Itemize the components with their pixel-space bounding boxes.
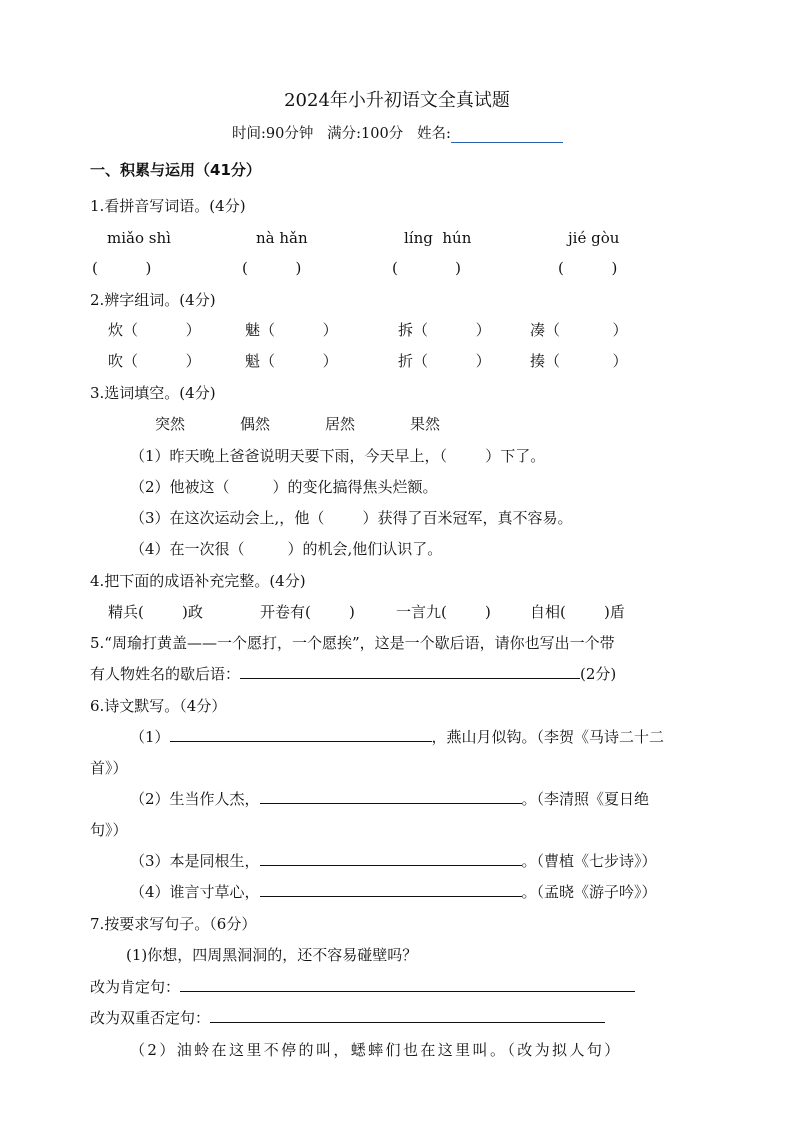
double-negative-line [90, 1008, 605, 1028]
exam-info [232, 122, 563, 143]
char-item[interactable]: 魅（ ） [245, 321, 338, 339]
question-4-label: 4.把下面的成语补充完整。(4分) [90, 572, 306, 590]
fill-item-2: （2）他被这（ ）的变化搞得焦头烂额。 [130, 478, 438, 496]
q5-prefix: 有人物姓名的歇后语： [90, 665, 241, 683]
q5-score: (2分) [580, 665, 617, 683]
question-6-label: 6.诗文默写。（4分） [90, 697, 227, 715]
poem-3-blank[interactable] [260, 851, 522, 866]
answer-bracket-1[interactable]: ( ) [92, 259, 152, 277]
q5-blank[interactable] [240, 664, 580, 679]
question-1-label: 1.看拼音写词语。(4分) [90, 197, 246, 215]
question-2-label: 2.辨字组词。(4分) [90, 291, 216, 309]
poem-item-3 [130, 851, 657, 871]
char-item[interactable]: 拆（ ） [398, 321, 491, 339]
fill-item-1: （1）昨天晚上爸爸说明天要下雨，今天早上，（ ）下了。 [130, 447, 546, 465]
char-item[interactable]: 揍（ ） [530, 352, 628, 370]
poem-4-suffix: 。（孟晓《游子吟》） [521, 883, 657, 901]
poem-3-suffix: 。（曹植《七步诗》） [521, 852, 657, 870]
question-7-label: 7.按要求写句子。（6分） [90, 915, 257, 933]
double-negative-label: 改为双重否定句： [90, 1009, 211, 1027]
sentence-1: (1)你想，四周黑洞洞的，还不容易碰壁吗？ [126, 946, 418, 964]
idiom-item[interactable]: 开卷有( ) [260, 603, 355, 621]
pinyin-4: jié gòu [568, 229, 620, 247]
word-choice: 居然 [325, 415, 356, 433]
idiom-item[interactable]: 精兵( )政 [108, 603, 203, 621]
poem-4-prefix: （4）谁言寸草心， [130, 883, 260, 901]
poem-item-4 [130, 882, 657, 902]
question-3-label: 3.选词填空。(4分) [90, 384, 216, 402]
fill-item-4: （4）在一次很（ ）的机会,他们认识了。 [130, 540, 443, 558]
affirmative-label: 改为肯定句： [90, 978, 181, 996]
poem-1-prefix: （1） [130, 728, 170, 746]
pinyin-3: líng hún [404, 229, 472, 247]
poem-2-blank[interactable] [260, 789, 522, 804]
name-label: 姓名: [417, 126, 451, 142]
idiom-item[interactable]: 自相( )盾 [530, 603, 625, 621]
char-item[interactable]: 吹（ ） [108, 352, 201, 370]
word-choice: 果然 [410, 415, 441, 433]
fill-item-3: （3）在这次运动会上,，他（ ）获得了百米冠军，真不容易。 [130, 509, 573, 527]
poem-1-blank[interactable] [170, 727, 432, 742]
char-item[interactable]: 凑（ ） [530, 321, 628, 339]
name-field[interactable] [451, 127, 563, 143]
poem-3-prefix: （3）本是同根生， [130, 852, 260, 870]
question-5-answer-line [90, 664, 616, 684]
answer-bracket-4[interactable]: ( ) [558, 259, 618, 277]
idiom-item[interactable]: 一言九( ) [396, 603, 491, 621]
poem-item-1 [130, 727, 664, 747]
affirmative-line [90, 977, 635, 997]
char-item[interactable]: 折（ ） [398, 352, 491, 370]
poem-4-blank[interactable] [260, 882, 522, 897]
poem-1-suffix: ，燕山月似钩。（李贺《马诗二十二 [431, 728, 665, 746]
char-item[interactable]: 魁（ ） [245, 352, 338, 370]
char-item[interactable]: 炊（ ） [108, 321, 201, 339]
answer-bracket-3[interactable]: ( ) [392, 259, 461, 277]
exam-score: 满分:100分 [327, 126, 404, 142]
poem-2-suffix: 。（李清照《夏日绝 [521, 790, 650, 808]
question-5-text: 5.“周瑜打黄盖——一个愿打，一个愿挨”，这是一个歇后语，请你也写出一个带 [90, 634, 615, 652]
page-title: 2024年小升初语文全真试题 [284, 90, 510, 111]
pinyin-1: miǎo shì [107, 229, 171, 247]
word-choice: 偶然 [240, 415, 271, 433]
answer-bracket-2[interactable]: ( ) [242, 259, 302, 277]
poem-2-continuation: 句》） [90, 821, 128, 839]
poem-item-2 [130, 789, 649, 809]
double-negative-blank[interactable] [210, 1008, 605, 1023]
poem-1-continuation: 首》） [90, 759, 128, 777]
section-heading: 一、积累与运用（41分） [90, 161, 261, 179]
word-choice: 突然 [155, 415, 186, 433]
pinyin-2: nà hǎn [256, 229, 308, 247]
exam-time: 时间:90分钟 [232, 126, 314, 142]
poem-2-prefix: （2）生当作人杰， [130, 790, 260, 808]
sentence-2: （2）油蛉在这里不停的叫，蟋蟀们也在这里叫。（改为拟人句） [130, 1041, 622, 1059]
affirmative-blank[interactable] [180, 977, 635, 992]
